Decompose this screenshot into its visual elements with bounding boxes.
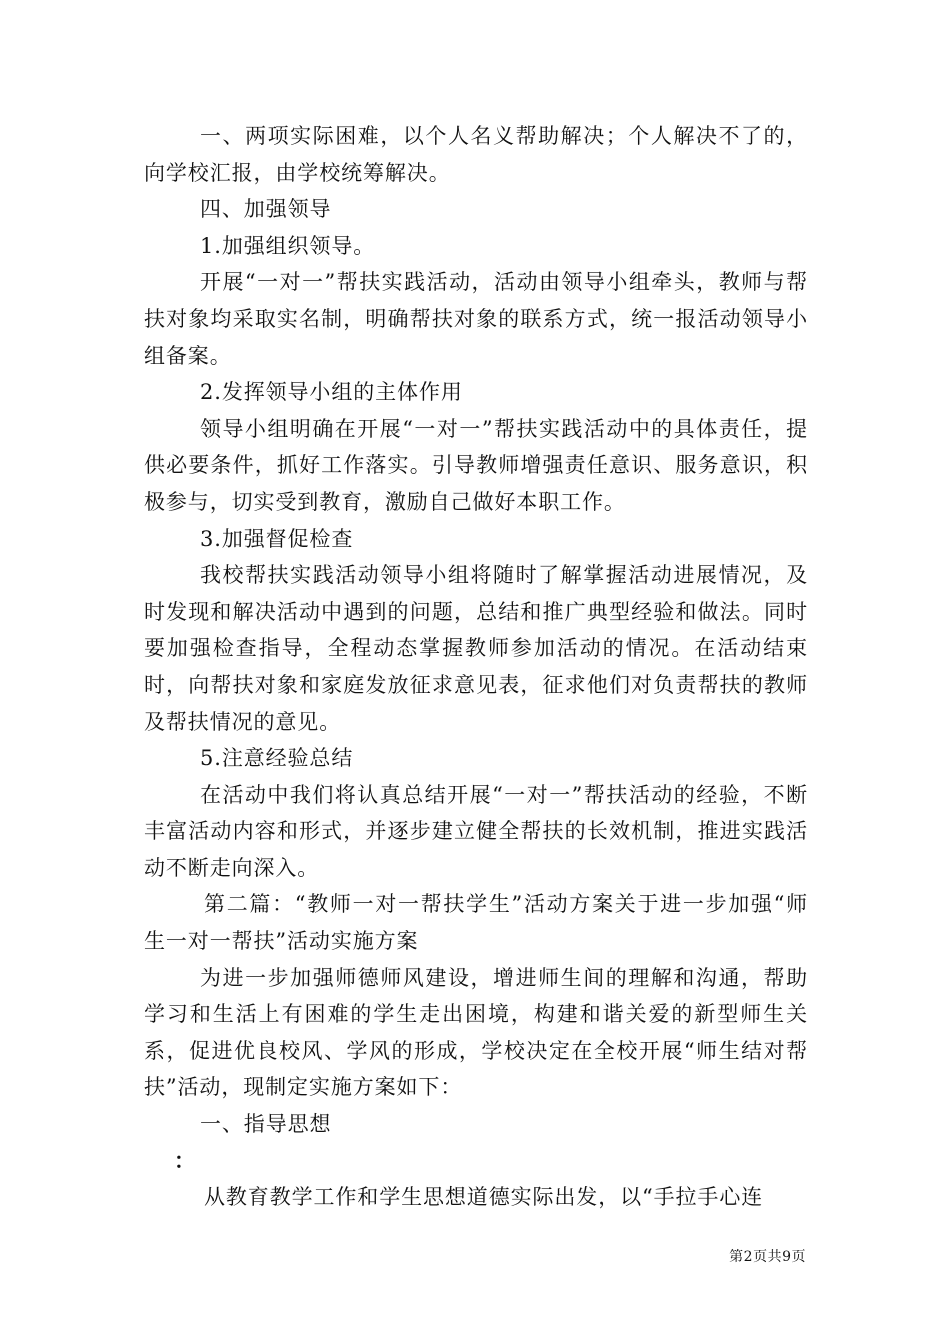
- subsection-heading: 2.发挥领导小组的主体作用: [200, 380, 463, 405]
- body-paragraph: 一、两项实际困难，以个人名义帮助解决；个人解决不了的，向学校汇报，由学校统筹解决。: [144, 124, 808, 185]
- subsection-heading: 1.加强组织领导。: [200, 233, 376, 258]
- section-heading: 四、加强领导: [200, 197, 332, 222]
- body-paragraph: 领导小组明确在开展“一对一”帮扶实践活动中的具体责任，提供必要条件，抓好工作落实。引导教师增强责任意识、服务意识，积极参与，切实受到教育，激励自己做好本职工作。: [144, 416, 808, 514]
- body-paragraph: 在活动中我们将认真总结开展“一对一”帮扶活动的经验，不断丰富活动内容和形式，并逐步建立健全帮扶的长效机制，推进实践活动不断走向深入。: [144, 782, 808, 880]
- page-number-footer: 第2页共9页: [729, 1249, 806, 1265]
- body-paragraph: 我校帮扶实践活动领导小组将随时了解掌握活动进展情况，及时发现和解决活动中遇到的问题，总结和推广典型经验和做法。同时要加强检查指导，全程动态掌握教师参加活动的情况。在活动结束时，向帮扶对象和家庭发放征求意见表，征求他们对负责帮扶的教师及帮扶情况的意见。: [144, 563, 808, 734]
- subsection-heading: 5.注意经验总结: [200, 746, 354, 771]
- section-heading: 一、指导思想: [200, 1112, 332, 1137]
- chapter-heading: 第二篇：“教师一对一帮扶学生”活动方案关于进一步加强“师生一对一帮扶”活动实施方案: [144, 892, 808, 954]
- document-body: [144, 118, 808, 1216]
- body-paragraph: 开展“一对一”帮扶实践活动，活动由领导小组牵头，教师与帮扶对象均采取实名制，明确帮扶对象的联系方式，统一报活动领导小组备案。: [144, 270, 808, 368]
- body-paragraph: 从教育教学工作和学生思想道德实际出发，以“手拉手心连: [204, 1185, 764, 1210]
- colon-line: ：: [174, 1147, 196, 1173]
- subsection-heading: 3.加强督促检查: [200, 526, 354, 551]
- body-paragraph: 为进一步加强师德师风建设，增进师生间的理解和沟通，帮助学习和生活上有困难的学生走出困境，构建和谐关爱的新型师生关系，促进优良校风、学风的形成，学校决定在全校开展“师生结对帮扶”活动，现制定实施方案如下：: [144, 965, 808, 1100]
